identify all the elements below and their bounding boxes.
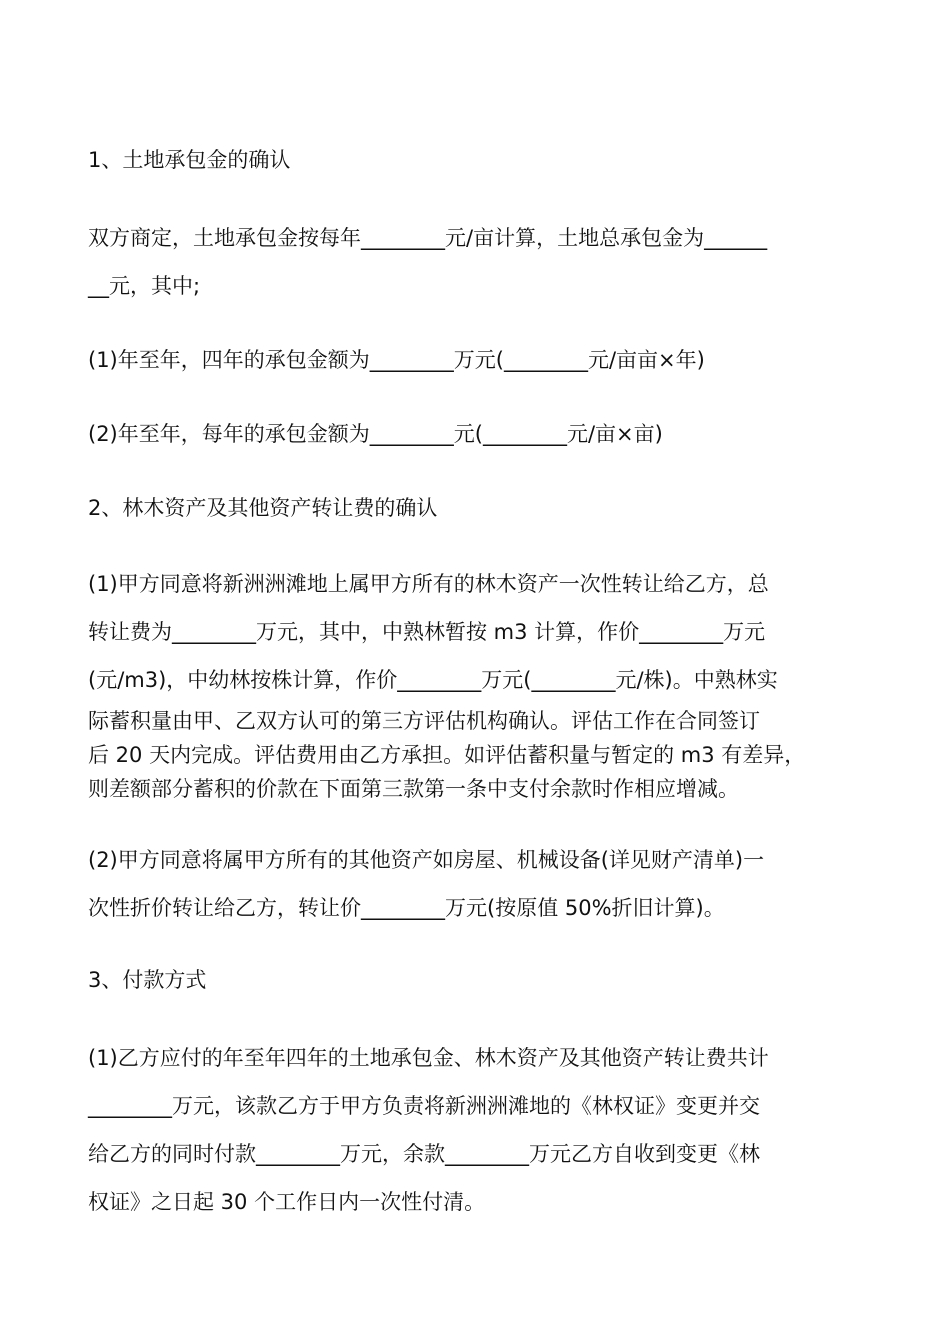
section-heading-2: [88, 486, 878, 530]
paragraph-line: (1)年至年，四年的承包金额为________万元(________元/亩亩×年): [88, 348, 705, 372]
heading-text: 1、土地承包金的确认: [88, 148, 291, 172]
paragraph-line: 权证》之日起 30 个工作日内一次性付清。: [88, 1190, 486, 1214]
paragraph-line: __元，其中;: [88, 274, 201, 298]
paragraph-line: 后 20 天内完成。评估费用由乙方承担。如评估蓄积量与暂定的 m3 有差异，: [88, 743, 806, 767]
heading-text: 2、林木资产及其他资产转让费的确认: [88, 496, 438, 520]
paragraph-line: 次性折价转让给乙方，转让价________万元(按原值 50%折旧计算)。: [88, 896, 725, 920]
paragraph-line: (2)年至年，每年的承包金额为________元(________元/亩×亩): [88, 422, 663, 446]
paragraph-line: 际蓄积量由甲、乙双方认可的第三方评估机构确认。评估工作在合同签订: [88, 709, 760, 733]
paragraph-line: (2)甲方同意将属甲方所有的其他资产如房屋、机械设备(详见财产清单)一: [88, 848, 765, 872]
paragraph-item-1: [88, 338, 878, 382]
paragraph-line: ________万元，该款乙方于甲方负责将新洲洲滩地的《林权证》变更并交: [88, 1094, 760, 1118]
paragraph-line: (1)乙方应付的年至年四年的土地承包金、林木资产及其他资产转让费共计: [88, 1046, 769, 1070]
heading-text: 3、付款方式: [88, 968, 207, 992]
paragraph-line: 给乙方的同时付款________万元，余款________万元乙方自收到变更《林: [88, 1142, 760, 1166]
paragraph-other-assets: [88, 836, 878, 932]
section-heading-3: [88, 958, 878, 1002]
paragraph-line: 则差额部分蓄积的价款在下面第三款第一条中支付余款时作相应增减。: [88, 777, 739, 801]
paragraph-payment: [88, 1034, 878, 1226]
paragraph-line: 转让费为________万元，其中，中熟林暂按 m3 计算，作价________万元: [88, 620, 766, 644]
paragraph-line: (元/m3)，中幼林按株计算，作价________万元(________元/株)。中熟林实: [88, 668, 778, 692]
section-heading-1: [88, 138, 878, 182]
paragraph-land-fee: [88, 214, 878, 310]
paragraph-line: 双方商定，土地承包金按每年________元/亩计算，土地总承包金为______: [88, 226, 768, 250]
paragraph-item-2: [88, 412, 878, 456]
paragraph-line: (1)甲方同意将新洲洲滩地上属甲方所有的林木资产一次性转让给乙方，总: [88, 572, 769, 596]
paragraph-forest-assets: [88, 560, 878, 806]
